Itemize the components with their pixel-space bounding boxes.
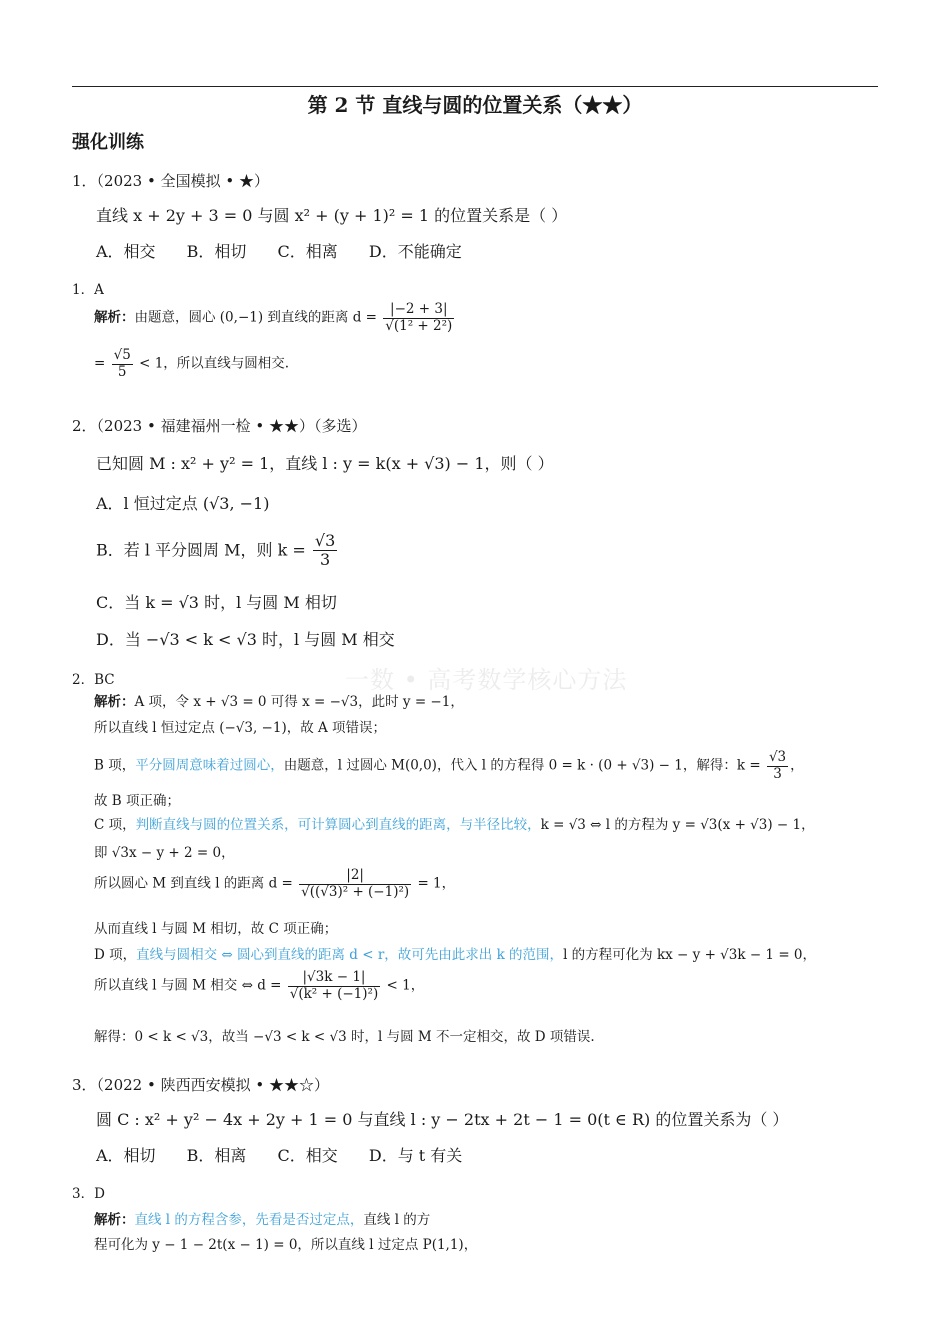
- q3-hint: 直线 l 的方程含参，先看是否过定点，: [134, 1212, 364, 1228]
- q1-result-numerator: √5: [113, 347, 131, 363]
- section-heading: 强化训练: [72, 132, 144, 153]
- q2-d-text: l 的方程可化为 kx − y + √3k − 1 = 0，: [563, 947, 817, 963]
- q2-analysis-line4: 故 B 项正确；: [94, 793, 181, 809]
- q1-option-b: B．相切: [186, 242, 247, 261]
- q3-options: [96, 1146, 488, 1165]
- q3-option-d: D．与 t 有关: [368, 1146, 463, 1165]
- watermark: 一数 • 高考数学核心方法: [345, 666, 628, 694]
- q2-option-b-text: B．若 l 平分圆周 M，则 k =: [96, 540, 306, 560]
- q3-analysis-label: 解析：: [94, 1212, 135, 1228]
- q1-option-d: D．不能确定: [368, 242, 462, 261]
- q2-b-end: ，: [790, 757, 804, 774]
- q2-analysis-line10: [94, 970, 424, 1002]
- q3-stem: 圆 C : x² + y² − 4x + 2y + 1 = 0 与直线 l : y − 2tx + 2t − 1 = 0(t ∈ R) 的位置关系为（ ）: [96, 1110, 789, 1129]
- q1-conclusion: < 1，所以直线与圆相交.: [139, 355, 290, 372]
- q2-option-a: A．l 恒过定点 (√3, −1): [96, 494, 270, 513]
- q2-distance-fraction: [299, 868, 411, 900]
- q2-option-d: D．当 −√3 < k < √3 时，l 与圆 M 相交: [96, 630, 395, 649]
- q2-d-denominator: √(k² + (−1)²): [289, 985, 379, 1002]
- q2-stem: 已知圆 M : x² + y² = 1，直线 l : y = k(x + √3) − 1，则（ ）: [96, 454, 554, 473]
- q2-analysis-a: A 项，令 x + √3 = 0 可得 x = −√3，此时 y = −1，: [134, 694, 464, 710]
- q2-d-inequality: < 1，: [386, 977, 425, 994]
- q2-option-b: [96, 532, 339, 570]
- q1-analysis-line1: [94, 302, 456, 334]
- q2-analysis-line7: [94, 868, 455, 900]
- q2-analysis-line3: [94, 750, 804, 782]
- q3-analysis-line1: [94, 1212, 430, 1228]
- q1-analysis-text: 由题意，圆心 (0,−1) 到直线的距离 d =: [134, 309, 377, 326]
- q3-option-a: A．相切: [96, 1146, 156, 1165]
- q2-option-b-numerator: √3: [314, 531, 336, 550]
- q2-c-hint: 判断直线与圆的位置关系，可计算圆心到直线的距离，与半径比较，: [135, 817, 541, 833]
- q2-analysis-label: 解析：: [94, 694, 135, 710]
- q2-b-fraction: [767, 750, 788, 782]
- q2-d-prefix: D 项，: [94, 947, 137, 963]
- q3-option-c: C．相交: [277, 1146, 338, 1165]
- q2-distance-denominator: √((√3)² + (−1)²): [301, 883, 410, 900]
- q2-analysis-line11: 解得：0 < k < √3，故当 −√3 < k < √3 时，l 与圆 M 不一定相交，故 D 项错误.: [94, 1029, 595, 1045]
- q1-result-denominator: 5: [117, 363, 127, 380]
- q2-c-text: k = √3 ⇔ l 的方程为 y = √3(x + √3) − 1，: [540, 817, 815, 833]
- q3-option-b: B．相离: [186, 1146, 247, 1165]
- page-title: 第 2 节 直线与圆的位置关系（★★）: [307, 93, 643, 117]
- q2-d-numerator: |√3k − 1|: [288, 970, 380, 987]
- q1-fraction-numerator: |−2 + 3|: [383, 302, 454, 319]
- header-rule: [72, 86, 878, 87]
- q2-b-hint: 平分圆周意味着过圆心，: [135, 757, 284, 774]
- q2-analysis-line1: [94, 694, 464, 710]
- q1-option-c: C．相离: [277, 242, 338, 261]
- q1-stem: 直线 x + 2y + 3 = 0 与圆 x² + (y + 1)² = 1 的位置关系是（ ）: [96, 206, 568, 225]
- q1-equals: =: [94, 355, 106, 372]
- q2-option-c: C．当 k = √3 时，l 与圆 M 相切: [96, 593, 337, 612]
- q2-distance-result: = 1，: [417, 875, 456, 892]
- q2-b-prefix: B 项，: [94, 757, 136, 774]
- q3-analysis-text: 直线 l 的方: [363, 1212, 431, 1228]
- q2-b-denominator: 3: [773, 765, 782, 782]
- q1-options: [96, 242, 488, 261]
- q3-analysis-line2: 程可化为 y − 1 − 2t(x − 1) = 0，所以直线 l 过定点 P(1,1)，: [94, 1237, 478, 1253]
- q1-result-fraction: [112, 348, 133, 380]
- q2-d-fraction: [288, 970, 380, 1002]
- q1-analysis-label: 解析：: [94, 309, 135, 326]
- q2-analysis-line2: 所以直线 l 恒过定点 (−√3, −1)，故 A 项错误；: [94, 720, 387, 736]
- q1-answer: 1．A: [72, 282, 104, 298]
- q2-analysis-line9: [94, 947, 816, 963]
- q2-heading: 2．（2023 • 福建福州一检 • ★★）（多选）: [72, 417, 367, 435]
- q1-analysis-line2: [94, 348, 289, 380]
- q2-b-numerator: √3: [768, 749, 787, 765]
- q2-answer: 2．BC: [72, 672, 115, 688]
- q1-distance-fraction: [383, 302, 454, 334]
- q3-answer: 3．D: [72, 1186, 105, 1202]
- q2-distance-text: 所以圆心 M 到直线 l 的距离 d =: [94, 875, 293, 892]
- q2-d-hint: 直线与圆相交 ⇔ 圆心到直线的距离 d < r，故可先由此求出 k 的范围，: [136, 947, 564, 963]
- q1-heading: 1．（2023 • 全国模拟 • ★）: [72, 172, 269, 190]
- q2-option-b-denominator: 3: [319, 550, 331, 570]
- q1-option-a: A．相交: [96, 242, 156, 261]
- q2-option-b-fraction: [313, 532, 337, 570]
- q1-fraction-denominator: √(1² + 2²): [385, 317, 453, 334]
- q2-analysis-line8: 从而直线 l 与圆 M 相切，故 C 项正确；: [94, 921, 338, 937]
- q2-b-text: 由题意，l 过圆心 M(0,0)，代入 l 的方程得 0 = k · (0 + √3) − 1，解得：k =: [283, 757, 761, 774]
- q2-analysis-line6: 即 √3x − y + 2 = 0，: [94, 845, 235, 861]
- q2-c-prefix: C 项，: [94, 817, 136, 833]
- q3-heading: 3．（2022 • 陕西西安模拟 • ★★☆）: [72, 1076, 329, 1094]
- q2-d-condition: 所以直线 l 与圆 M 相交 ⇔ d =: [94, 977, 282, 994]
- q2-distance-numerator: |2|: [299, 868, 411, 885]
- q2-analysis-line5: [94, 817, 815, 833]
